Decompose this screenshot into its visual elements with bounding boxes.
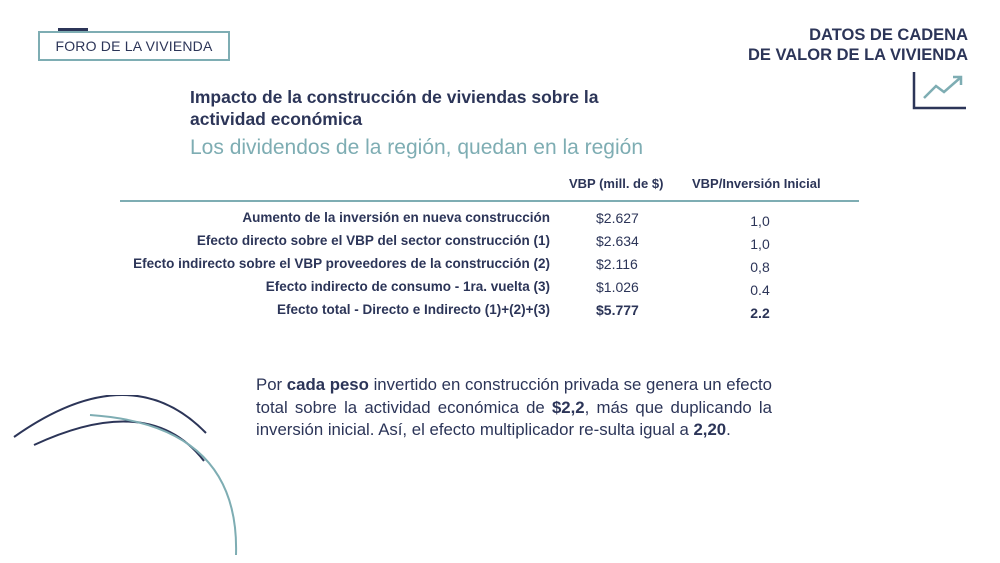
- row-vbp: $1.026: [596, 279, 639, 295]
- paragraph-emphasis: 2,20: [693, 420, 727, 439]
- page-title: Impacto de la construcción de viviendas sobre la actividad económica: [190, 87, 599, 129]
- table-row: [0, 256, 1000, 278]
- row-ratio: 1,0: [750, 213, 770, 229]
- table-divider: [120, 200, 859, 202]
- brand-label: [38, 31, 230, 61]
- table-row: [0, 279, 1000, 301]
- row-vbp: $2.627: [596, 210, 639, 226]
- paragraph-emphasis: $2,2: [551, 397, 585, 417]
- row-label: Efecto total - Directo e Indirecto (1)+(2)+(3): [276, 302, 550, 317]
- row-ratio: 0,8: [750, 259, 770, 275]
- row-ratio: 1,0: [750, 236, 770, 252]
- column-header-vbp: VBP (mill. de $): [569, 176, 664, 191]
- row-label: Efecto indirecto de consumo - 1ra. vuelta (3): [265, 279, 550, 294]
- paragraph-text: invertido en construcción privada se genera un efecto total sobre la actividad económica de: [256, 375, 772, 417]
- section-header: [748, 25, 968, 65]
- page-subtitle: Los dividendos de la región, quedan en la región: [190, 136, 644, 159]
- table-row-total: [0, 302, 1000, 324]
- row-vbp: $2.116: [596, 256, 638, 272]
- paragraph-text: Por: [256, 375, 287, 394]
- column-header-ratio: VBP/Inversión Inicial: [692, 176, 821, 191]
- section-header-line2: DE VALOR DE LA VIVIENDA: [747, 46, 968, 64]
- row-label: Efecto directo sobre el VBP del sector construcción (1): [196, 233, 550, 248]
- paragraph-text: , más que duplicando la inversión inicial. Así, el efecto multiplicador re-sulta igual a: [256, 397, 772, 439]
- brand-text: FORO DE LA VIVIENDA: [55, 38, 213, 54]
- paragraph-emphasis: cada peso: [286, 375, 369, 394]
- summary-paragraph: [256, 374, 772, 442]
- table-row: [0, 233, 1000, 255]
- section-header-line1: DATOS DE CADENA: [809, 26, 968, 44]
- row-vbp: $5.777: [596, 302, 639, 318]
- row-ratio: 0.4: [750, 282, 770, 298]
- table-row: [0, 210, 1000, 232]
- trend-chart-icon: [912, 70, 968, 110]
- row-label: Aumento de la inversión en nueva construcción: [242, 210, 550, 225]
- decorative-arcs: [0, 395, 260, 563]
- row-label: Efecto indirecto sobre el VBP proveedores de la construcción (2): [133, 256, 550, 271]
- row-vbp: $2.634: [596, 233, 639, 249]
- row-ratio: 2.2: [750, 305, 770, 321]
- paragraph-text: .: [726, 420, 731, 439]
